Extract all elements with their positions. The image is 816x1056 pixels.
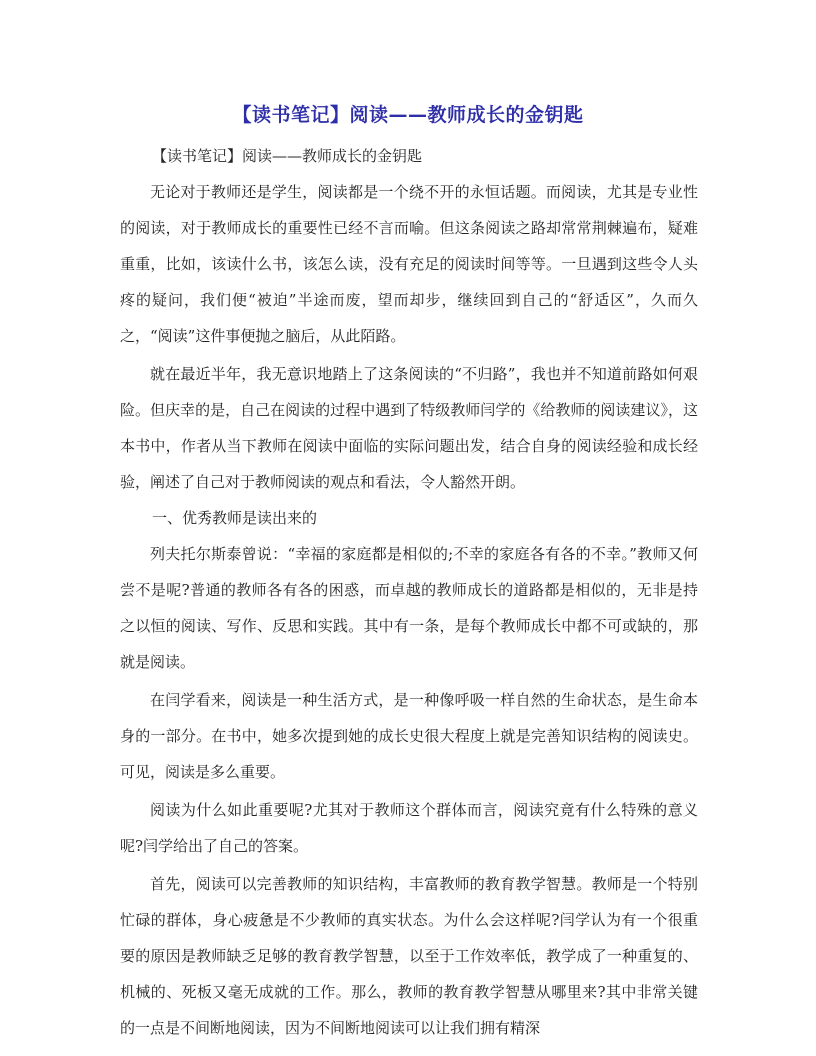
document-title: 【读书笔记】阅读——教师成长的金钥匙 — [232, 104, 584, 126]
paragraph: 列夫托尔斯泰曾说：“幸福的家庭都是相似的;不幸的家庭各有各的不幸。”教师又何尝不是呢?普通的教师各有各的困惑，而卓越的教师成长的道路都是相似的，无非是持之以恒的阅读、写作、反思和实践。其中有一条，是每个教师成长中都不可或缺的，那就是阅读。 — [120, 545, 698, 671]
paragraph: 首先，阅读可以完善教师的知识结构，丰富教师的教育教学智慧。教师是一个特别忙碌的群体，身心疲惫是不少教师的真实状态。为什么会这样呢?闫学认为有一个很重要的原因是教师缺乏足够的教育教学智慧，以至于工作效率低，教学成了一种重复的、机械的、死板又毫无成就的工作。那么，教师的教育教学智慧从哪里来?其中非常关键的一点是不间断地阅读，因为不间断地阅读可以让我们拥有精深 — [120, 875, 698, 1037]
section-heading: 一、优秀教师是读出来的 — [152, 509, 318, 527]
paragraph: 就在最近半年，我无意识地踏上了这条阅读的“不归路”，我也并不知道前路如何艰险。但庆幸的是，自己在阅读的过程中遇到了特级教师闫学的《给教师的阅读建议》，这本书中，作者从当下教师在阅读中面临的实际问题出发，结合自身的阅读经验和成长经验，阐述了自己对于教师阅读的观点和看法，令人豁然开朗。 — [120, 365, 698, 491]
paragraph: 在闫学看来，阅读是一种生活方式，是一种像呼吸一样自然的生命状态，是生命本身的一部分。在书中，她多次提到她的成长史很大程度上就是完善知识结构的阅读史。可见，阅读是多么重要。 — [120, 691, 698, 781]
document-body — [120, 138, 698, 1046]
paragraph: 阅读为什么如此重要呢?尤其对于教师这个群体而言，阅读究竟有什么特殊的意义呢?闫学给出了自己的答案。 — [120, 801, 698, 855]
document-subtitle: 【读书笔记】阅读——教师成长的金钥匙 — [152, 147, 423, 165]
paragraph: 无论对于教师还是学生，阅读都是一个绕不开的永恒话题。而阅读，尤其是专业性的阅读，对于教师成长的重要性已经不言而喻。但这条阅读之路却常常荆棘遍布，疑难重重，比如，该读什么书，该怎么读，没有充足的阅读时间等等。一旦遇到这些令人头疼的疑问，我们便“被迫”半途而废，望而却步，继续回到自己的“舒适区”，久而久之，“阅读”这件事便抛之脑后，从此陌路。 — [120, 183, 698, 345]
